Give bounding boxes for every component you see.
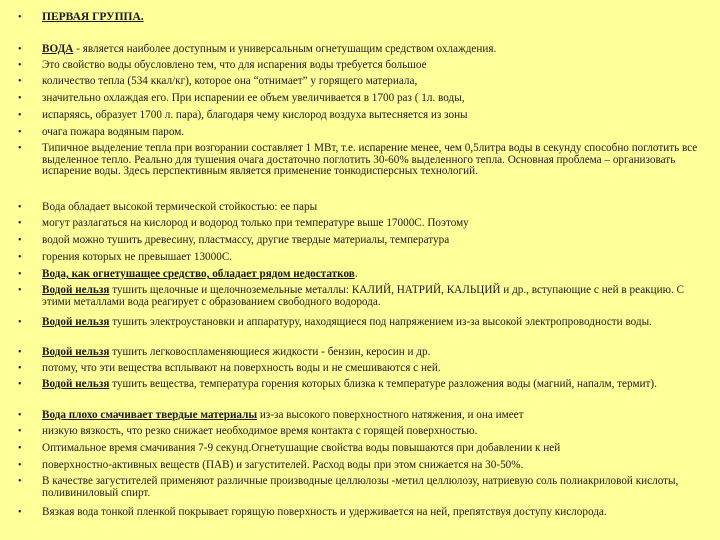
- item-text: низкую вязкость, что резко снижает необходимое время контакта с горящей поверхностью.: [42, 425, 478, 437]
- bullet: •: [18, 44, 22, 55]
- item-text: тушить вещества, температура горения которых близка к температуре разложения воды (магний, напалм, термит).: [109, 378, 657, 390]
- bullet: •: [18, 460, 22, 471]
- bullet: •: [18, 93, 22, 104]
- bold-phrase: ВОДА: [42, 43, 74, 55]
- item-text: .: [354, 268, 358, 280]
- bullet: •: [18, 379, 22, 390]
- bullet: •: [18, 317, 22, 328]
- item-text: могут разлагаться на кислород и водород только при температуре выше 17000С. Поэтому: [42, 217, 469, 229]
- item-text: Вязкая вода тонкой пленкой покрывает горящую поверхность и удерживается на ней, препятствуя доступу кислорода.: [42, 506, 607, 518]
- bullet: •: [18, 269, 22, 280]
- bullet: •: [18, 76, 22, 87]
- bullet: •: [18, 60, 22, 71]
- item-text: Типичное выделение тепла при возгорании составляет 1 МВт, т.е. испарение менее, чем 0,5литра воды в секунду способно поглотить все выделенное тепло. Реально для тушения очага достаточно поглотить 30-60% выделенного тепла. Основная проблема – организовать испарение воды. Здесь перспективным является применение тонкодисперсных технологий.: [42, 142, 698, 178]
- bullet: •: [18, 285, 22, 296]
- bullet: •: [18, 347, 22, 358]
- bullet: •: [18, 476, 22, 487]
- item-text: испаряясь, образует 1700 л. пара), благодаря чему кислород воздуха вытесняется из зоны: [42, 109, 468, 121]
- item-text: очага пожара водяным паром.: [42, 126, 185, 138]
- item-text: горения которых не превышает 13000С.: [42, 251, 233, 263]
- bold-phrase: Водой нельзя: [42, 316, 110, 328]
- bullet: •: [18, 235, 22, 246]
- bullet: •: [18, 218, 22, 229]
- item-text: тушить легковоспламеняющиеся жидкости - бензин, керосин и др.: [109, 346, 431, 358]
- bullet: •: [18, 443, 22, 454]
- bold-phrase: Водой нельзя: [42, 346, 110, 358]
- bullet: •: [18, 252, 22, 263]
- item-text: Вода обладает высокой термической стойкостью: ее пары: [42, 201, 318, 213]
- item-text: поверхностно-активных веществ (ПАВ) и загустителей. Расход воды при этом снижается на 30-50%.: [42, 459, 524, 471]
- item-text: водой можно тушить древесину, пластмассу, другие твердые материалы, температура: [42, 234, 450, 246]
- slide-title: ПЕРВАЯ ГРУППА.: [42, 11, 144, 23]
- bullet: •: [18, 110, 22, 121]
- bullet: •: [18, 410, 22, 421]
- item-text: В качестве загустителей применяют различные производные целлюлозы -метил целлюлозу, натриевую соль полиакриловой кислоты, поливиниловый спирт.: [42, 475, 679, 499]
- item-text: количество тепла (534 ккал/кг), которое она “отнимает” у горящего материала,: [42, 75, 418, 87]
- bold-phrase: Водой нельзя: [42, 378, 110, 390]
- bullet: •: [18, 143, 22, 154]
- item-text: тушить щелочные и щелочноземельные металлы: КАЛИЙ, НАТРИЙ, КАЛЬЦИЙ и др., вступающие с ней в реакцию. С этими металлами вода реагирует с образованием свободного водорода.: [42, 284, 684, 308]
- item-text: потому, что эти вещества всплывают на поверхность воды и не смешиваются с ней.: [42, 362, 441, 374]
- item-text: - является наиболее доступным и универсальным огнетушащим средством охлаждения.: [73, 43, 497, 55]
- item-text: тушить электроустановки и аппаратуру, находящиеся под напряжением из-за высокой электропроводности воды.: [109, 316, 652, 328]
- bullet: •: [18, 507, 22, 518]
- bold-phrase: Водой нельзя: [42, 284, 110, 296]
- bold-phrase: Вода плохо смачивает твердые материалы: [42, 409, 258, 421]
- item-text: значительно охлаждая его. При испарении ее объем увеличивается в 1700 раз ( 1л. воды,: [42, 92, 465, 104]
- bullet: •: [18, 363, 22, 374]
- item-text: Это свойство воды обусловлено тем, что для испарения воды требуется большое: [42, 59, 427, 71]
- bullet: •: [18, 426, 22, 437]
- bullet: •: [18, 127, 22, 138]
- bullet: •: [18, 202, 22, 213]
- bold-phrase: Вода, как огнетушащее средство, обладает рядом недостатков: [42, 268, 355, 280]
- item-text: Оптимальное время смачивания 7-9 секунд.Огнетушащие свойства воды повышаются при добавлении к ней: [42, 442, 561, 454]
- bullet: •: [18, 12, 22, 23]
- item-text: из-за высокого поверхностного натяжения, и она имеет: [257, 409, 524, 421]
